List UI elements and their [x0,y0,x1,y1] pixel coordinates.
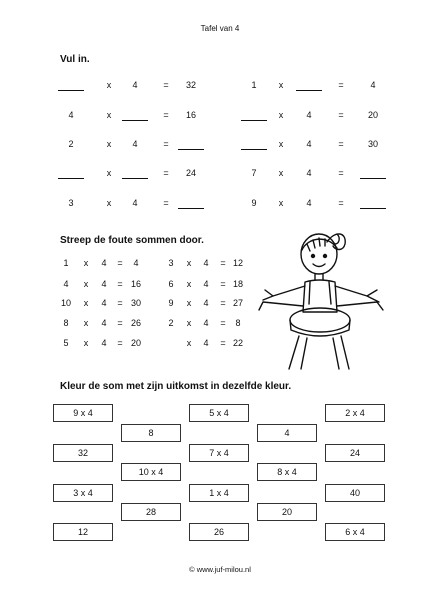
match-box[interactable]: 1 x 4 [189,484,249,502]
match-box[interactable]: 24 [325,444,385,462]
times-sign: x [106,139,112,149]
sum-part: 8 [235,318,241,328]
number: 2 [68,139,74,149]
number: 4 [132,198,138,208]
sum-part: = [220,318,226,328]
sum-part: = [117,298,123,308]
match-box[interactable]: 32 [53,444,113,462]
times-sign: x [278,110,284,120]
sum-part: 5 [63,338,69,348]
sum-part: 10 [60,298,71,308]
sum-part: x [83,338,89,348]
sum-part: 26 [130,318,141,328]
match-box[interactable]: 5 x 4 [189,404,249,422]
sum-part: 9 [168,298,174,308]
match-box[interactable]: 40 [325,484,385,502]
equals-sign: = [163,139,169,149]
times-sign: x [278,168,284,178]
sum-part: 6 [168,279,174,289]
number: 4 [306,110,312,120]
sum-part: 4 [203,318,209,328]
sum-part: = [117,338,123,348]
answer-blank[interactable] [360,198,386,209]
section2-heading: Streep de foute sommen door. [60,235,204,246]
sum-part: 18 [232,279,243,289]
equals-sign: = [163,80,169,90]
number: 4 [306,139,312,149]
match-box[interactable]: 10 x 4 [121,463,181,481]
sum-part: 4 [101,338,107,348]
match-box[interactable]: 8 [121,424,181,442]
number: 4 [306,168,312,178]
sum-part: 4 [203,298,209,308]
sum-part: 27 [232,298,243,308]
times-sign: x [106,80,112,90]
number: 1 [251,80,257,90]
times-sign: x [278,139,284,149]
section3-heading: Kleur de som met zijn uitkomst in dezelfde kleur. [60,381,292,392]
equals-sign: = [338,139,344,149]
answer-blank[interactable] [122,168,148,179]
sum-part: = [220,338,226,348]
equals-sign: = [338,80,344,90]
sum-part: x [83,279,89,289]
times-sign: x [106,168,112,178]
sum-part: 3 [168,258,174,268]
sum-part: 20 [130,338,141,348]
number: 9 [251,198,257,208]
number: 4 [370,80,376,90]
sum-part: 22 [232,338,243,348]
match-box[interactable]: 26 [189,523,249,541]
times-sign: x [278,80,284,90]
answer-blank[interactable] [58,80,84,91]
times-sign: x [278,198,284,208]
number: 30 [367,139,378,149]
sum-part: 4 [63,279,69,289]
match-box[interactable]: 12 [53,523,113,541]
times-sign: x [106,110,112,120]
times-sign: x [106,198,112,208]
match-box[interactable]: 28 [121,503,181,521]
number: 4 [306,198,312,208]
match-box[interactable]: 4 [257,424,317,442]
sum-part: x [186,258,192,268]
sum-part: 2 [168,318,174,328]
sum-part: x [186,318,192,328]
number: 16 [185,110,196,120]
match-box[interactable]: 9 x 4 [53,404,113,422]
page-title: Tafel van 4 [200,24,240,33]
sum-part: x [83,318,89,328]
equals-sign: = [338,110,344,120]
number: 7 [251,168,257,178]
equals-sign: = [163,198,169,208]
number: 24 [185,168,196,178]
equals-sign: = [163,110,169,120]
sum-part: 4 [133,258,139,268]
answer-blank[interactable] [58,168,84,179]
sum-part: 16 [130,279,141,289]
sum-part: = [117,258,123,268]
answer-blank[interactable] [178,139,204,150]
equals-sign: = [338,198,344,208]
answer-blank[interactable] [296,80,322,91]
sum-part: 4 [203,338,209,348]
match-box[interactable]: 8 x 4 [257,463,317,481]
match-box[interactable]: 7 x 4 [189,444,249,462]
answer-blank[interactable] [241,110,267,121]
sum-part: 4 [203,279,209,289]
match-box[interactable]: 6 x 4 [325,523,385,541]
sum-part: x [186,298,192,308]
sum-part: 4 [101,279,107,289]
number: 3 [68,198,74,208]
sum-part: x [186,338,192,348]
sum-part: = [220,279,226,289]
sum-part: = [220,298,226,308]
number: 20 [367,110,378,120]
sum-part: 4 [101,258,107,268]
sum-part: 12 [232,258,243,268]
sum-part: 4 [101,318,107,328]
sum-part: x [83,298,89,308]
match-box[interactable]: 3 x 4 [53,484,113,502]
girl-on-stool-illustration [255,224,390,374]
sum-part: x [83,258,89,268]
sum-part: 4 [203,258,209,268]
equals-sign: = [163,168,169,178]
number: 4 [68,110,74,120]
number: 4 [132,80,138,90]
match-box[interactable]: 2 x 4 [325,404,385,422]
sum-part: = [220,258,226,268]
number: 32 [185,80,196,90]
sum-part: 1 [63,258,69,268]
answer-blank[interactable] [122,110,148,121]
footer-credit: © www.juf-milou.nl [189,565,251,574]
sum-part: 8 [63,318,69,328]
answer-blank[interactable] [360,168,386,179]
number: 4 [132,139,138,149]
match-box[interactable]: 20 [257,503,317,521]
sum-part: x [186,279,192,289]
sum-part: 4 [101,298,107,308]
answer-blank[interactable] [178,198,204,209]
answer-blank[interactable] [241,139,267,150]
sum-part: = [117,318,123,328]
sum-part: 30 [130,298,141,308]
sum-part: = [117,279,123,289]
section1-heading: Vul in. [60,54,90,65]
equals-sign: = [338,168,344,178]
